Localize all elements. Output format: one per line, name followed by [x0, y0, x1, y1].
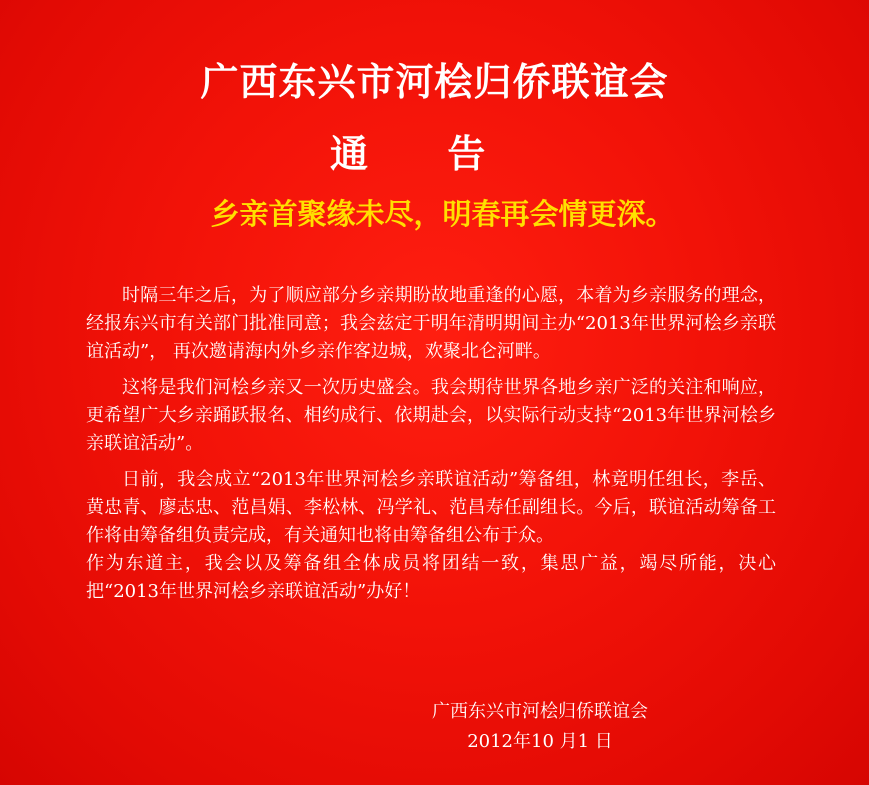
- signature-date: 2012年10 月1 日: [467, 731, 613, 752]
- slogan: 乡亲首聚缘未尽，明春再会情更深。: [210, 197, 675, 231]
- notice-body: [86, 282, 776, 606]
- document-type-heading: 通 告: [330, 131, 486, 176]
- body-paragraph-4: 作为东道主，我会以及筹备组全体成员将团结一致，集思广益，竭尽所能，决心把“2013年世界河桧乡亲联谊活动”办好！: [86, 553, 776, 602]
- organization-title: 广西东兴市河桧归侨联谊会: [200, 59, 669, 104]
- body-paragraph-3: 日前，我会成立“2013年世界河桧乡亲联谊活动”筹备组，林竟明任组长，李岳、黄忠青、廖志忠、范昌娟、李松林、冯学礼、范昌寿任副组长。今后，联谊活动筹备工作将由筹备组负责完成，有关通知也将由筹备组公布于众。: [86, 469, 776, 546]
- body-paragraph-2: 这将是我们河桧乡亲又一次历史盛会。我会期待世界各地乡亲广泛的关注和响应，更希望广大乡亲踊跃报名、相约成行、依期赴会，以实际行动支持“2013年世界河桧乡亲联谊活动”。: [86, 377, 776, 454]
- signature-block: [420, 697, 660, 757]
- signature-organization: 广西东兴市河桧归侨联谊会: [432, 701, 648, 722]
- body-paragraph-1: 时隔三年之后，为了顺应部分乡亲期盼故地重逢的心愿，本着为乡亲服务的理念，经报东兴市有关部门批准同意；我会兹定于明年清明期间主办“2013年世界河桧乡亲联谊活动”， 再次邀请海内外乡亲作客边城，欢聚北仑河畔。: [86, 285, 776, 362]
